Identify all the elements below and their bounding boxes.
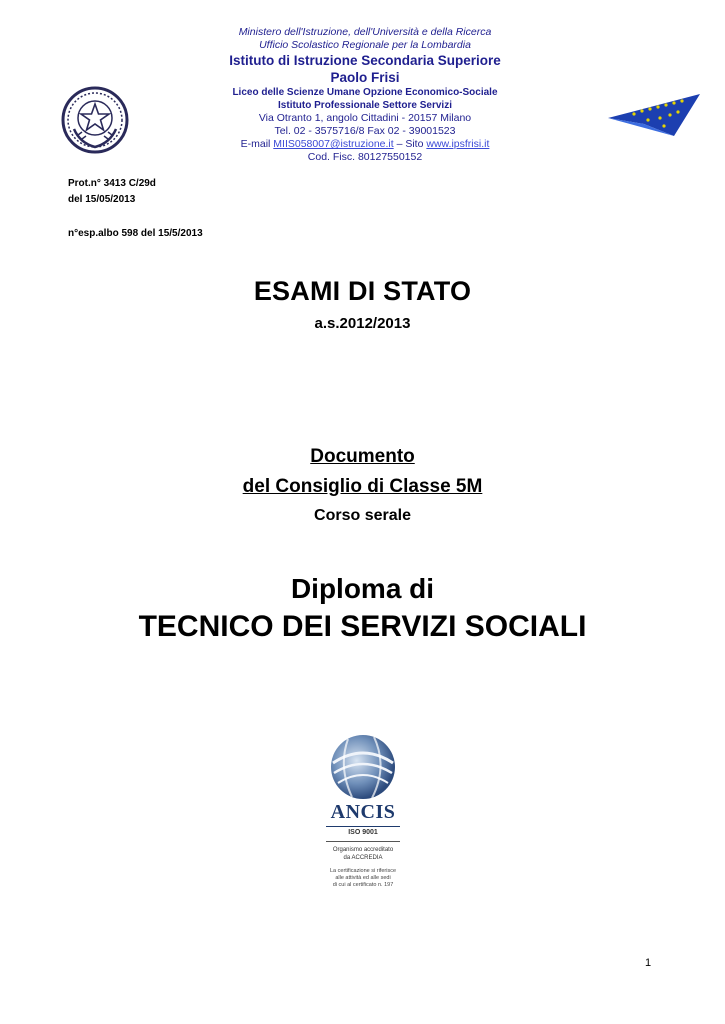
email-link[interactable]: MIIS058007@istruzione.it — [273, 138, 394, 150]
divider — [326, 826, 400, 827]
document-title: Documento — [310, 446, 415, 467]
protocol-date: del 15/05/2013 — [68, 194, 136, 205]
contact-line — [150, 138, 580, 151]
institute-header — [150, 26, 580, 164]
school-name: Paolo Frisi — [330, 70, 400, 85]
email-prefix: E-mail — [240, 138, 274, 150]
org-line-2: da ACCREDIA — [343, 855, 383, 861]
fiscal-code-line: Cod. Fisc. 80127550152 — [307, 151, 423, 163]
albo-number: n°esp.albo 598 del 15/5/2013 — [68, 228, 203, 239]
school-year: a.s.2012/2013 — [314, 315, 411, 332]
protocol-number: Prot.n° 3413 C/29d — [68, 178, 156, 189]
org-line-1: Organismo accreditato — [332, 847, 394, 853]
eu-flag-logo-icon — [604, 90, 704, 140]
cert-line-3: di cui al certificato n. 197 — [332, 882, 394, 888]
diploma-label: Diploma di — [290, 573, 435, 604]
ancis-globe-icon — [318, 733, 408, 801]
course-type: Corso serale — [314, 507, 411, 524]
page-number: 1 — [645, 957, 652, 969]
diploma-title: TECNICO DEI SERVIZI SOCIALI — [138, 610, 587, 643]
divider — [326, 841, 400, 842]
office-line: Ufficio Scolastico Regionale per la Lombardia — [259, 39, 471, 51]
ministry-line: Ministero dell'Istruzione, dell'Università e della Ricerca — [238, 26, 492, 38]
cert-line-1: La certificazione si riferisce — [329, 868, 397, 874]
site-prefix: – Sito — [393, 138, 427, 150]
italian-republic-emblem-icon — [60, 85, 130, 155]
class-council-title: del Consiglio di Classe 5M — [242, 476, 483, 497]
phone-line: Tel. 02 - 3575716/8 Fax 02 - 39001523 — [274, 125, 456, 137]
professional-line: Istituto Professionale Settore Servizi — [278, 100, 452, 111]
cert-line-2: alle attività ed alle sedi — [335, 875, 391, 881]
ancis-certification-logo — [318, 733, 408, 901]
iso-label: ISO 9001 — [348, 829, 378, 836]
ancis-name: ANCIS — [330, 801, 396, 823]
accreditation-text — [318, 846, 408, 862]
main-title: ESAMI DI STATO — [253, 276, 472, 306]
certificate-note — [318, 868, 408, 889]
liceo-line: Liceo delle Scienze Umane Opzione Economico-Sociale — [232, 87, 498, 98]
site-link[interactable]: www.ipsfrisi.it — [426, 138, 490, 150]
address-line: Via Otranto 1, angolo Cittadini - 20157 Milano — [258, 112, 472, 124]
institute-line: Istituto di Istruzione Secondaria Superiore — [229, 53, 501, 68]
